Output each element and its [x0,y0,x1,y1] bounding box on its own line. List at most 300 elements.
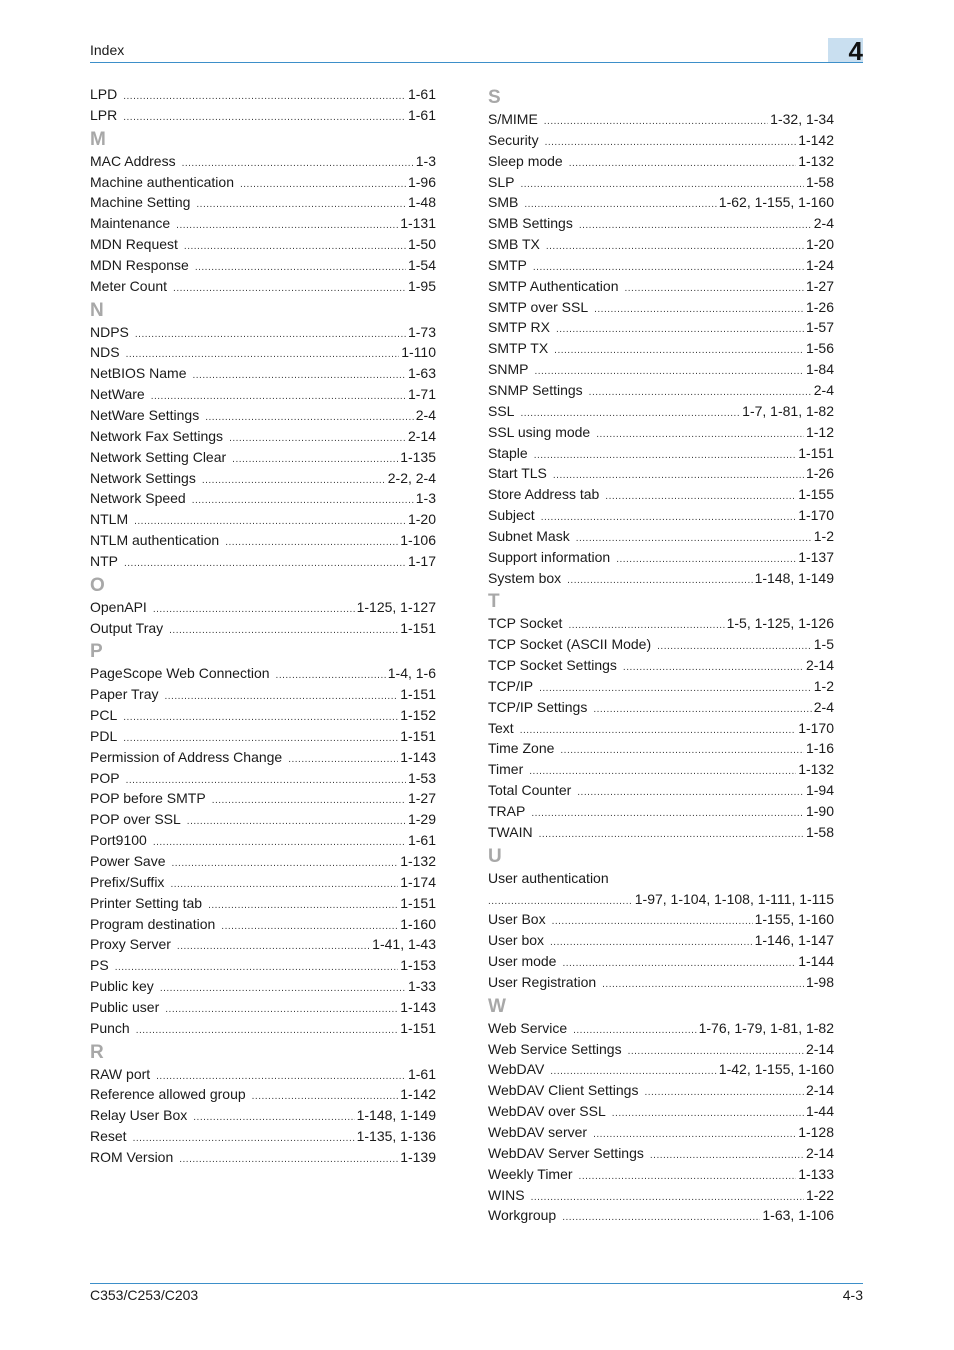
index-term: WebDAV Server Settings [488,1144,644,1161]
dot-leader [612,1104,804,1125]
index-page-ref: 1-133 [798,1165,834,1182]
dot-leader [531,804,804,825]
index-term: S/MIME [488,111,538,127]
index-term: SMTP Authentication [488,277,619,294]
index-entry [90,1126,436,1147]
index-entry [488,213,834,234]
index-page-ref: 1-53 [407,769,436,786]
index-entry [488,718,834,739]
index-entry [488,401,834,422]
index-entry [90,384,436,405]
index-page-ref: 1-62, 1-155, 1-160 [718,194,834,211]
dot-leader [173,279,406,300]
dot-leader [556,320,804,341]
index-term: WebDAV Client Settings [488,1082,639,1099]
dot-leader [192,491,414,512]
index-term: NDS [90,344,120,361]
chapter-tab [828,36,863,66]
index-term: LPR [90,106,118,123]
index-letter-heading: S [488,87,501,108]
index-page-ref: 2-4 [813,215,834,232]
dot-leader [195,258,406,279]
index-letter-heading: R [90,1041,104,1063]
dot-leader [202,471,386,492]
index-page-ref: 2-4 [813,698,834,715]
index-page-ref: 1-48 [407,194,436,211]
index-page-ref: 1-142 [400,1086,436,1103]
index-column-left [90,84,436,1168]
index-term: Punch [90,1019,130,1036]
index-page-ref: 2-2, 2-4 [387,469,436,486]
index-page-ref: 1-29 [407,811,436,828]
index-entry [90,684,436,705]
index-term: PCL [90,707,118,724]
index-entry [90,1018,436,1039]
index-term: User Box [488,911,546,928]
index-entry [488,255,834,276]
index-entry [90,788,436,809]
index-term: Port9100 [90,832,147,849]
index-page-ref: 1-151 [400,686,436,703]
index-page-ref: 1-155, 1-160 [754,911,834,928]
index-page-ref: 1-57 [805,319,834,336]
dot-leader [596,425,804,446]
index-entry [90,105,436,126]
index-term: Store Address tab [488,486,600,503]
index-entry [488,1059,834,1080]
index-page-ref: 1-50 [407,236,436,253]
index-term: Timer [488,761,524,778]
index-term: SMB [488,194,519,211]
index-letter-heading: U [488,845,502,867]
index-term: TCP/IP [488,677,534,694]
index-term: Support information [488,548,611,565]
index-entry [90,192,436,213]
index-term: SMTP [488,256,527,273]
index-entry [488,889,834,910]
index-letter-heading: O [90,574,105,596]
index-term: SMTP RX [488,319,550,336]
index-letter-heading: W [488,995,506,1017]
index-term: Reset [90,1128,127,1145]
index-entry [90,447,436,468]
index-page-ref: 1-7, 1-81, 1-82 [742,402,834,419]
index-page-ref: 1-137 [798,548,834,565]
index-term: PS [90,957,109,974]
index-page-ref: 1-32, 1-34 [770,111,834,127]
index-page-ref: 1-151 [400,619,436,636]
index-term: Web Service Settings [488,1040,622,1057]
index-term: SSL using mode [488,423,591,440]
index-page-ref: 1-3 [415,152,436,169]
index-page-ref: 1-142 [798,131,834,148]
index-page-ref: 1-132 [798,761,834,778]
index-entry [90,509,436,530]
index-entry [488,1101,834,1122]
dot-leader [164,687,398,708]
dot-leader [545,133,797,154]
index-entry [90,488,436,509]
dot-leader [602,975,804,996]
index-page-ref: 1-132 [798,152,834,169]
index-entry [488,547,834,568]
index-term: Machine Setting [90,194,191,211]
index-entry [90,914,436,935]
index-entry [488,1205,834,1226]
index-page-ref: 1-76, 1-79, 1-81, 1-82 [698,1019,834,1036]
index-page-ref: 1-160 [400,915,436,932]
index-entry [488,234,834,255]
index-page-ref: 1-170 [798,507,834,524]
index-entry [90,426,436,447]
index-term: WINS [488,1186,525,1203]
index-letter-heading: N [90,299,104,321]
index-term: User authentication [488,869,609,886]
index-term: ROM Version [90,1148,174,1165]
index-entry [488,526,834,547]
index-page-ref: 1-170 [798,719,834,736]
index-page-ref: 1-3 [415,490,436,507]
dot-leader [179,1150,398,1171]
index-entry [90,530,436,551]
header-title: Index [90,42,125,58]
index-page-ref: 1-131 [400,215,436,232]
index-column-right [488,84,834,1226]
index-term: Subject [488,507,535,524]
index-entry [90,872,436,893]
index-page-ref: 1-24 [805,256,834,273]
index-term: Total Counter [488,782,572,799]
page-footer [90,1283,863,1308]
dot-leader [192,366,405,387]
dot-leader [177,937,370,958]
index-page-ref: 1-4, 1-6 [387,665,436,682]
index-term: NDPS [90,323,129,340]
index-letter-heading: P [90,641,103,663]
index-entry [90,597,436,618]
index-term: MDN Request [90,236,178,253]
index-term: Network Setting Clear [90,448,227,465]
index-term: User mode [488,953,557,970]
dot-leader [541,508,796,529]
index-entry [488,130,834,151]
index-term: Staple [488,444,528,461]
index-page-ref: 1-27 [407,790,436,807]
index-page-ref: 1-26 [805,298,834,315]
dot-leader [240,175,406,196]
dot-leader [546,237,804,258]
index-page-ref: 1-135, 1-136 [356,1128,436,1145]
page-header [90,36,863,66]
index-entry [488,568,834,589]
index-page-ref: 1-20 [407,511,436,528]
index-entry [488,909,834,930]
index-entry [90,84,436,105]
index-entry [90,705,436,726]
index-term: SLP [488,173,515,190]
index-page-ref: 2-14 [407,427,436,444]
index-entry [488,655,834,676]
index-entry [488,359,834,380]
index-page-ref: 1-152 [400,707,436,724]
index-entry [90,322,436,343]
index-term: TCP Socket (ASCII Mode) [488,636,652,653]
index-page-ref: 1-63, 1-106 [762,1207,834,1224]
footer-model: C353/C253/C203 [90,1287,199,1303]
dot-leader [176,216,398,237]
index-term: POP [90,769,120,786]
index-page-ref: 1-143 [400,748,436,765]
index-term: OpenAPI [90,598,147,615]
index-page-ref: 2-4 [415,406,436,423]
index-term: User Registration [488,973,597,990]
dot-leader [623,658,804,679]
index-entry [488,801,834,822]
index-entry [90,1064,436,1085]
index-entry [90,551,436,572]
index-entry [90,276,436,297]
index-entry [488,1018,834,1039]
index-entry [488,822,834,843]
index-entry [90,809,436,830]
index-entry [90,618,436,639]
index-entry [488,484,834,505]
index-page-ref: 1-54 [407,256,436,273]
index-term: Relay User Box [90,1107,188,1124]
index-page-ref: 1-33 [407,978,436,995]
index-entry [488,738,834,759]
dot-leader [534,446,796,467]
index-term: MAC Address [90,152,176,169]
dot-leader [560,741,804,762]
index-entry [488,422,834,443]
dot-leader [153,833,406,854]
index-term: Prefix/Suffix [90,873,165,890]
index-page-ref: 1-98 [805,973,834,990]
dot-leader [657,637,812,658]
index-entry [90,830,436,851]
index-page-ref: 1-61 [407,832,436,849]
index-page-ref: 1-151 [400,894,436,911]
index-page-ref: 1-143 [400,998,436,1015]
index-page-ref: 1-61 [407,86,436,102]
index-term: Reference allowed group [90,1086,246,1103]
dot-leader [539,825,804,846]
index-page-ref: 1-20 [805,236,834,253]
index-page-ref: 1-56 [805,340,834,357]
index-term: Machine authentication [90,173,234,190]
dot-leader [593,700,811,721]
index-entry [90,255,436,276]
index-page-ref: 1-61 [407,1065,436,1082]
dot-leader [567,571,752,592]
index-page-ref: 1-95 [407,277,436,294]
index-entry [488,1164,834,1185]
index-page-ref: 1-17 [407,552,436,569]
index-page-ref: 1-12 [805,423,834,440]
index-entry [90,234,436,255]
index-page-ref: 1-63 [407,365,436,382]
dot-leader [276,666,386,687]
dot-leader [212,791,406,812]
index-page-ref: 1-2 [813,677,834,694]
index-entry [90,997,436,1018]
index-entry [90,768,436,789]
index-entry [488,443,834,464]
dot-leader [123,87,406,108]
index-term: MDN Response [90,256,189,273]
index-page-ref: 1-139 [400,1148,436,1165]
index-term: Output Tray [90,619,164,636]
index-entry [90,213,436,234]
dot-leader [554,341,804,362]
index-page-ref: 1-155 [798,486,834,503]
index-page-ref: 1-144 [798,953,834,970]
index-page-ref: 1-42, 1-155, 1-160 [718,1061,834,1078]
dot-leader [208,896,398,917]
index-term: TRAP [488,803,526,819]
dot-leader [165,1000,398,1021]
index-term: Proxy Server [90,936,171,953]
index-page-ref: 1-153 [400,957,436,974]
index-term: POP before SMTP [90,790,206,807]
index-page-ref: 1-97, 1-104, 1-108, 1-111, 1-115 [634,890,834,907]
index-entry [488,109,834,130]
index-term: SNMP [488,361,529,378]
index-term: Printer Setting tab [90,894,203,911]
dot-leader [225,533,398,554]
dot-leader [187,812,406,833]
index-entry [488,697,834,718]
index-term: LPD [90,86,118,102]
index-entry [488,780,834,801]
index-term: WebDAV [488,1061,545,1078]
index-page-ref: 2-4 [813,381,834,398]
index-entry [488,868,834,889]
index-term: Subnet Mask [488,527,570,544]
index-term: Network Settings [90,469,196,486]
index-page-ref: 1-125, 1-127 [356,598,436,615]
footer-page-number: 4-3 [842,1287,863,1303]
dot-leader [184,237,406,258]
index-term: TCP/IP Settings [488,698,588,715]
index-entry [488,951,834,972]
index-page-ref: 1-58 [805,823,834,840]
dot-leader [605,487,796,508]
index-term: Maintenance [90,215,171,232]
index-page-ref: 1-5, 1-125, 1-126 [726,615,834,632]
index-page-ref: 1-132 [400,853,436,869]
index-entry [488,759,834,780]
index-page-ref: 1-73 [407,323,436,340]
index-term: Power Save [90,853,166,869]
index-page-ref: 1-148, 1-149 [754,569,834,586]
index-entry [90,151,436,172]
index-entry [488,380,834,401]
dot-leader [562,1208,760,1229]
dot-leader [205,408,414,429]
index-page-ref: 1-27 [805,277,834,294]
index-entry [90,1084,436,1105]
dot-leader [136,1021,398,1042]
index-page-ref: 1-151 [400,1019,436,1036]
index-term: Permission of Address Change [90,748,283,765]
dot-leader [579,216,812,237]
index-term: Text [488,719,514,736]
index-term: TCP Socket [488,615,563,632]
index-page-ref: 1-151 [400,727,436,744]
index-term: Network Speed [90,490,186,507]
dot-leader [232,450,398,471]
index-page-ref: 1-110 [401,344,436,361]
index-term: Public user [90,998,160,1015]
index-entry [90,934,436,955]
index-page-ref: 1-61 [407,106,436,123]
index-entry [90,726,436,747]
index-page-ref: 1-5 [813,636,834,653]
dot-leader [550,933,753,954]
index-term: NTLM authentication [90,532,220,549]
dot-leader [288,750,398,771]
index-entry [488,1039,834,1060]
index-page-ref: 1-94 [805,782,834,799]
index-term: TWAIN [488,823,533,840]
index-term: Network Fax Settings [90,427,224,444]
index-term: Public key [90,978,154,995]
index-page-ref: 1-146, 1-147 [754,932,834,949]
index-term: SSL [488,402,515,419]
dot-leader [579,1167,797,1188]
index-entry [488,151,834,172]
index-term: SMTP over SSL [488,298,589,315]
index-entry [488,1080,834,1101]
index-entry [488,930,834,951]
index-letter-heading: T [488,591,500,613]
index-term: NTLM [90,511,129,528]
dot-leader [153,600,355,621]
index-entry [90,1147,436,1168]
index-term: PDL [90,727,118,744]
index-term: Start TLS [488,465,547,482]
index-page-ref: 1-44 [805,1103,834,1120]
index-page-ref: 1-106 [400,532,436,549]
index-entry [488,613,834,634]
index-entry [488,172,834,193]
index-letter-heading: M [90,128,106,150]
index-entry [90,405,436,426]
dot-leader [577,783,804,804]
index-term: System box [488,569,562,586]
index-entry [488,972,834,993]
dot-leader [160,979,406,1000]
index-entry [90,663,436,684]
index-term: Weekly Timer [488,1165,573,1182]
index-entry [488,1143,834,1164]
index-entry [90,893,436,914]
index-entry [488,317,834,338]
index-page-ref: 1-41, 1-43 [372,936,436,953]
index-entry [488,676,834,697]
index-page-ref: 1-148, 1-149 [356,1107,436,1124]
index-entry [90,851,436,872]
index-term: SMB Settings [488,215,573,232]
index-entry [488,463,834,484]
dot-leader [124,554,406,575]
index-entry [488,505,834,526]
index-term: Web Service [488,1019,568,1036]
index-page-ref: 1-2 [813,527,834,544]
index-term: NetBIOS Name [90,365,187,382]
